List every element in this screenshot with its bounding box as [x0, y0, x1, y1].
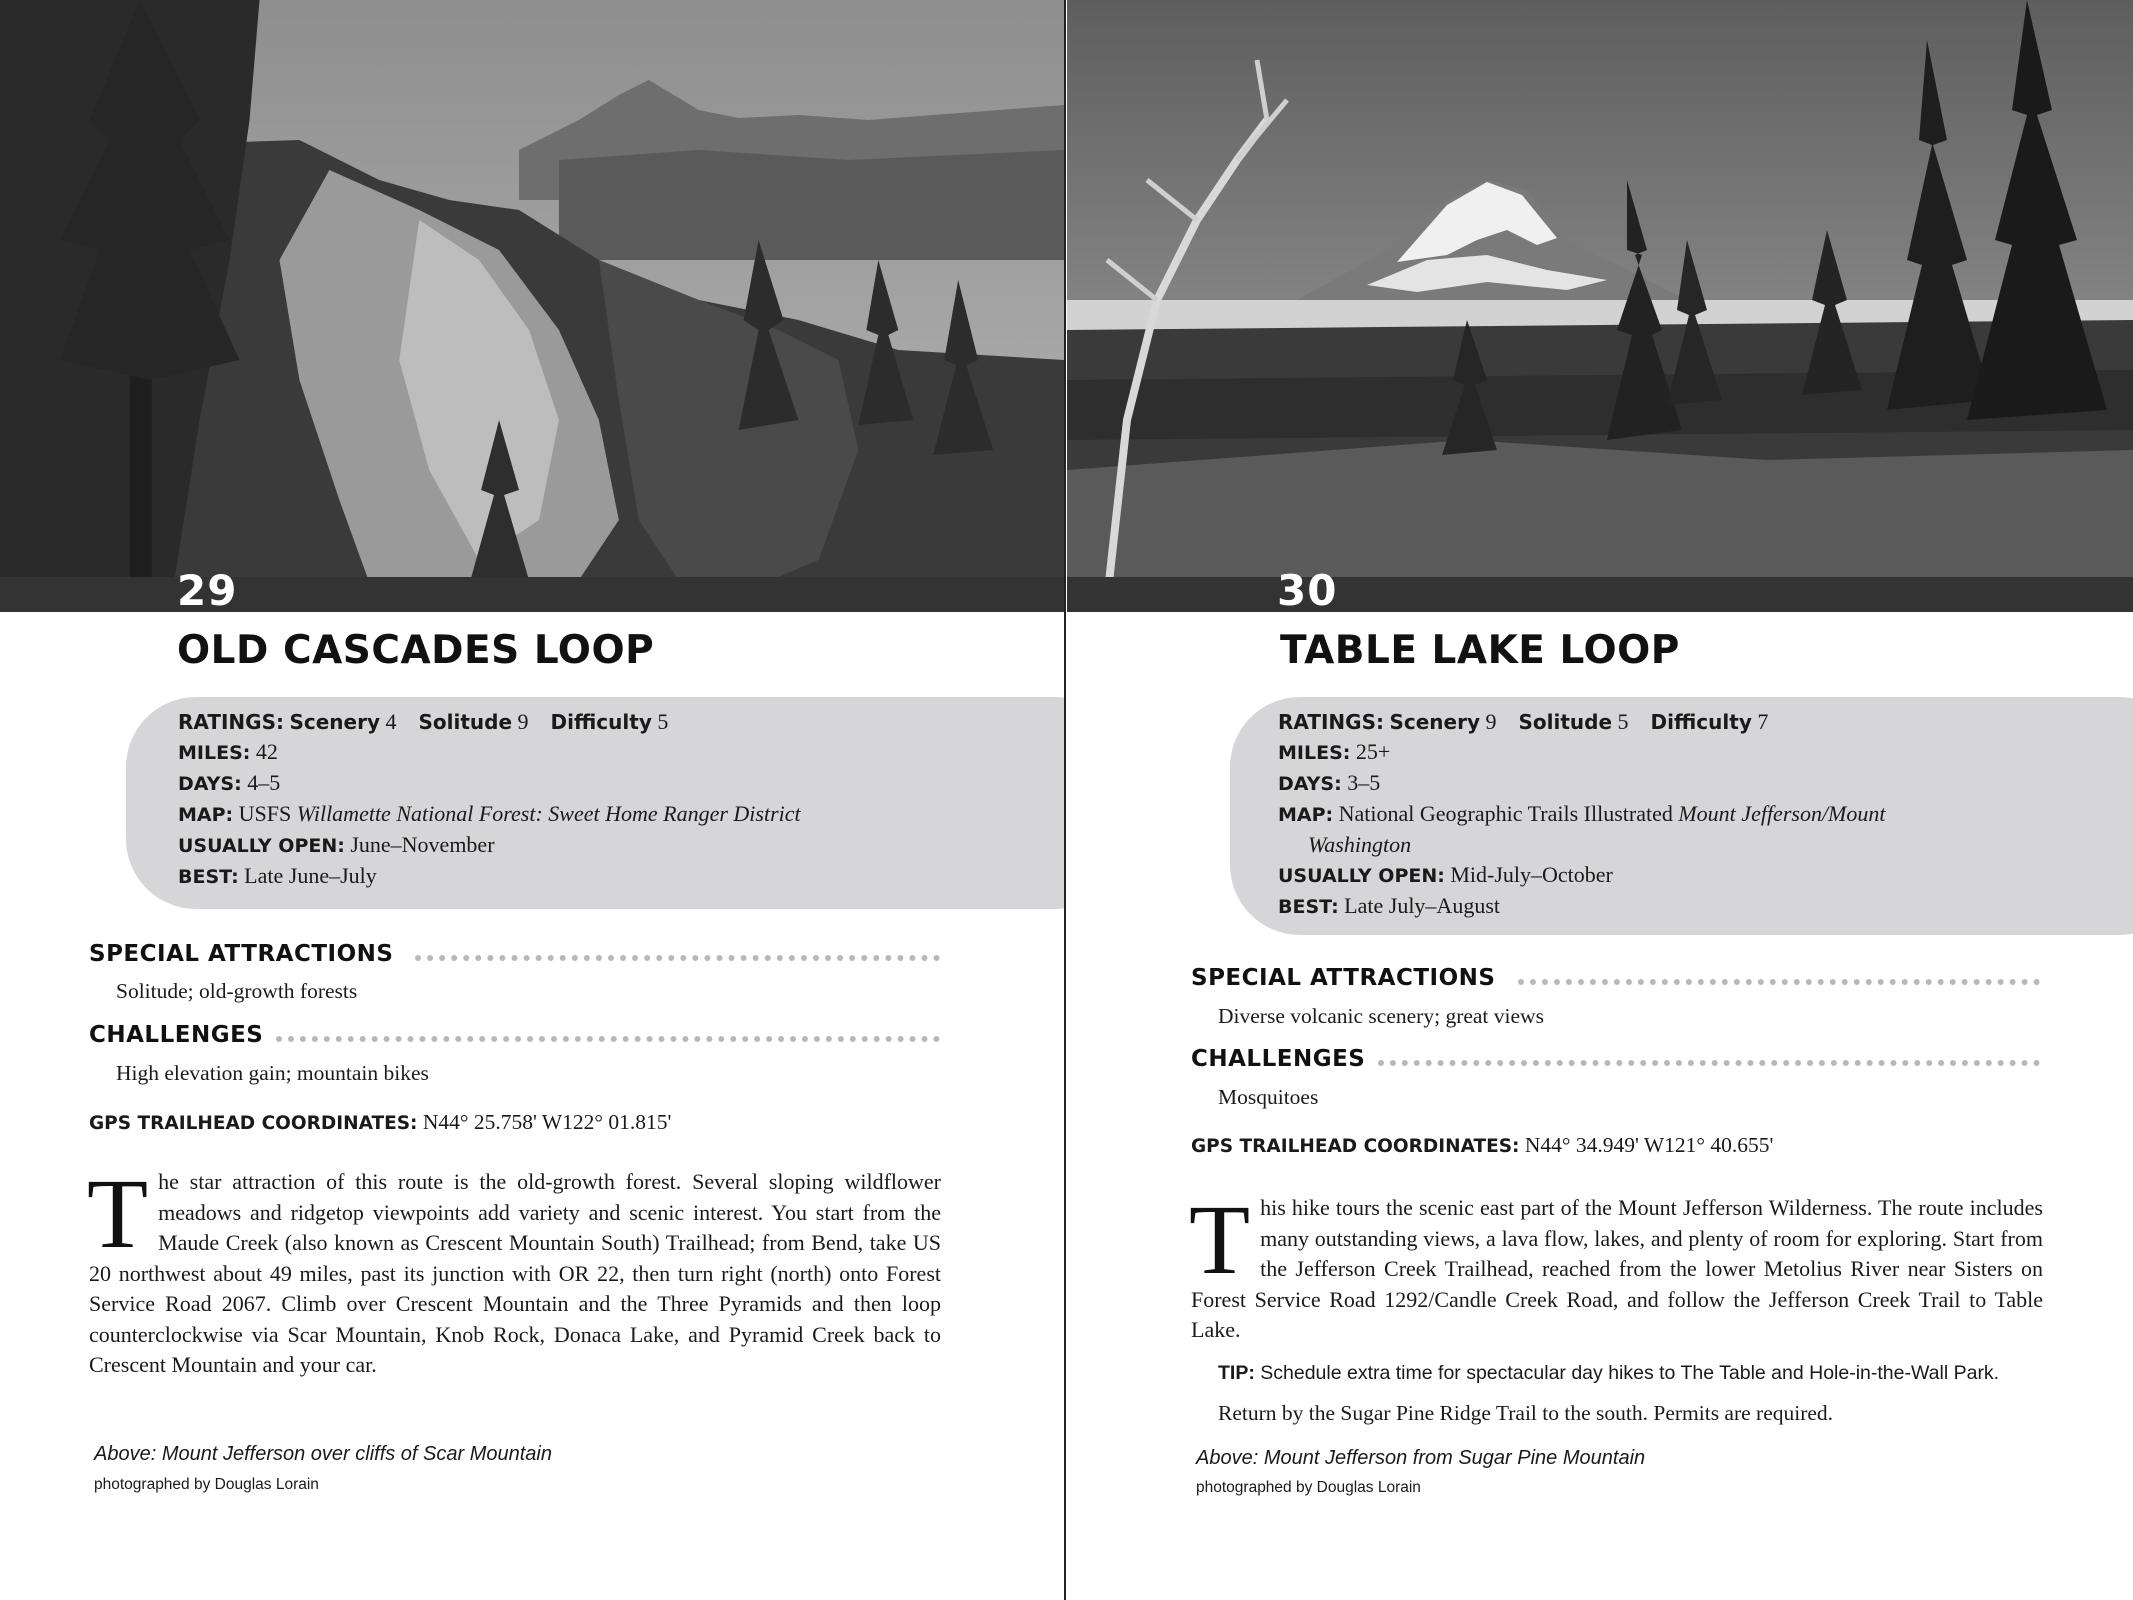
photo-sugar-pine	[1067, 0, 2133, 610]
hike-number: 29	[177, 566, 238, 615]
special-attractions-text: Solitude; old-growth forests	[116, 979, 358, 1003]
difficulty-label: Difficulty	[550, 710, 652, 734]
photo-credit: photographed by Douglas Lorain	[94, 1476, 319, 1493]
map-prefix: USFS	[238, 801, 292, 826]
days-label: DAYS:	[178, 773, 242, 795]
ratings-box	[126, 697, 1066, 909]
difficulty-value: 7	[1757, 709, 1769, 734]
days-value: 4–5	[247, 770, 281, 795]
challenges-text: Mosquitoes	[1218, 1085, 1319, 1109]
challenges-text: High elevation gain; mountain bikes	[116, 1061, 429, 1085]
map-prefix: National Geographic Trails Illustrated	[1338, 801, 1673, 826]
photo-caption: Above: Mount Jefferson over cliffs of Scar Mountain	[94, 1443, 552, 1465]
photo-caption: Above: Mount Jefferson from Sugar Pine Mountain	[1196, 1447, 1646, 1469]
dotted-rule	[1378, 1060, 2040, 1066]
special-attractions-heading: SPECIAL ATTRACTIONS	[1191, 965, 1496, 991]
gps-coordinates	[1191, 1133, 1773, 1158]
difficulty-label: Difficulty	[1650, 710, 1752, 734]
special-attractions-heading: SPECIAL ATTRACTIONS	[89, 941, 394, 967]
dotted-rule	[276, 1036, 940, 1042]
ratings-label: RATINGS:	[1278, 710, 1384, 734]
miles-label: MILES:	[178, 742, 251, 764]
return-text: Return by the Sugar Pine Ridge Trail to the south. Permits are required.	[1218, 1401, 1834, 1425]
photo-credit: photographed by Douglas Lorain	[1196, 1479, 1421, 1496]
days-label: DAYS:	[1278, 773, 1342, 795]
usually-open-label: USUALLY OPEN:	[178, 835, 345, 857]
solitude-label: Solitude	[418, 710, 513, 734]
miles-value: 25+	[1355, 739, 1391, 764]
days-value: 3–5	[1347, 770, 1381, 795]
map-label: MAP:	[178, 804, 234, 826]
gps-value: N44° 25.758' W122° 01.815'	[422, 1110, 672, 1134]
hike-title: OLD CASCADES LOOP	[177, 628, 655, 673]
body-text	[1189, 1184, 2043, 1346]
solitude-value: 5	[1617, 709, 1629, 734]
map-title-continued: Washington	[1308, 832, 1412, 857]
best-label: BEST:	[1278, 896, 1339, 918]
body-text	[87, 1158, 941, 1381]
drop-cap: T	[1189, 1184, 1251, 1295]
photo-scar-mountain	[0, 0, 1064, 610]
body-paragraph: he star attraction of this route is the old-growth forest. Several sloping wildflower meadows and ridgetop viewpoints add variety and scenic interest. You start from the Maude Creek (also known as Crescent Mountain South) Trailhead; from Bend, take US 20 northwest about 49 miles, past its junction with OR 22, then turn right (north) onto Forest Service Road 2067. Climb over Crescent Mountain and the Three Pyramids and then loop counterclockwise via Scar Mountain, Knob Rock, Donaca Lake, and Pyramid Creek back to Crescent Mountain and your car.	[89, 1169, 941, 1377]
challenges-heading: CHALLENGES	[89, 1022, 264, 1048]
ratings-label: RATINGS:	[178, 710, 284, 734]
usually-open-label: USUALLY OPEN:	[1278, 865, 1445, 887]
miles-label: MILES:	[1278, 742, 1351, 764]
ratings-box	[1230, 697, 2133, 935]
tip	[1218, 1362, 1999, 1385]
dotted-rule	[1518, 979, 2040, 985]
hike-number: 30	[1277, 566, 1338, 615]
left-page	[0, 0, 1066, 1600]
solitude-label: Solitude	[1518, 710, 1613, 734]
gps-label: GPS TRAILHEAD COORDINATES:	[89, 1113, 418, 1134]
number-band	[0, 577, 1064, 612]
map-label: MAP:	[1278, 804, 1334, 826]
scenery-value: 9	[1485, 709, 1497, 734]
map-title: Willamette National Forest: Sweet Home Ranger District	[296, 801, 801, 826]
tip-label: TIP:	[1218, 1362, 1255, 1384]
special-attractions-text: Diverse volcanic scenery; great views	[1218, 1004, 1544, 1028]
solitude-value: 9	[517, 709, 529, 734]
number-band	[1067, 577, 2133, 612]
scenery-label: Scenery	[289, 710, 380, 734]
gps-value: N44° 34.949' W121° 40.655'	[1524, 1133, 1774, 1157]
gps-coordinates	[89, 1110, 671, 1135]
tip-text: Schedule extra time for spectacular day hikes to The Table and Hole-in-the-Wall Park.	[1260, 1362, 2000, 1384]
difficulty-value: 5	[657, 709, 669, 734]
usually-open-value: Mid-July–October	[1450, 862, 1613, 887]
best-value: Late July–August	[1344, 893, 1500, 918]
drop-cap: T	[87, 1158, 149, 1269]
best-value: Late June–July	[244, 863, 377, 888]
miles-value: 42	[255, 739, 278, 764]
hike-title: TABLE LAKE LOOP	[1280, 628, 1680, 673]
map-title: Mount Jefferson/Mount	[1678, 801, 1886, 826]
scenery-value: 4	[385, 709, 397, 734]
scenery-label: Scenery	[1389, 710, 1480, 734]
best-label: BEST:	[178, 866, 239, 888]
usually-open-value: June–November	[350, 832, 495, 857]
challenges-heading: CHALLENGES	[1191, 1046, 1366, 1072]
dotted-rule	[415, 955, 940, 961]
body-paragraph: his hike tours the scenic east part of the Mount Jefferson Wilderness. The route includes many outstanding views, a lava flow, lakes, and plenty of room for exploring. Start from the Jefferson Creek Trailhead, reached from the lower Metolius River near Sisters on Forest Service Road 1292/Candle Creek Road, and follow the Jefferson Creek Trail to Table Lake.	[1191, 1195, 2043, 1342]
gps-label: GPS TRAILHEAD COORDINATES:	[1191, 1136, 1520, 1157]
